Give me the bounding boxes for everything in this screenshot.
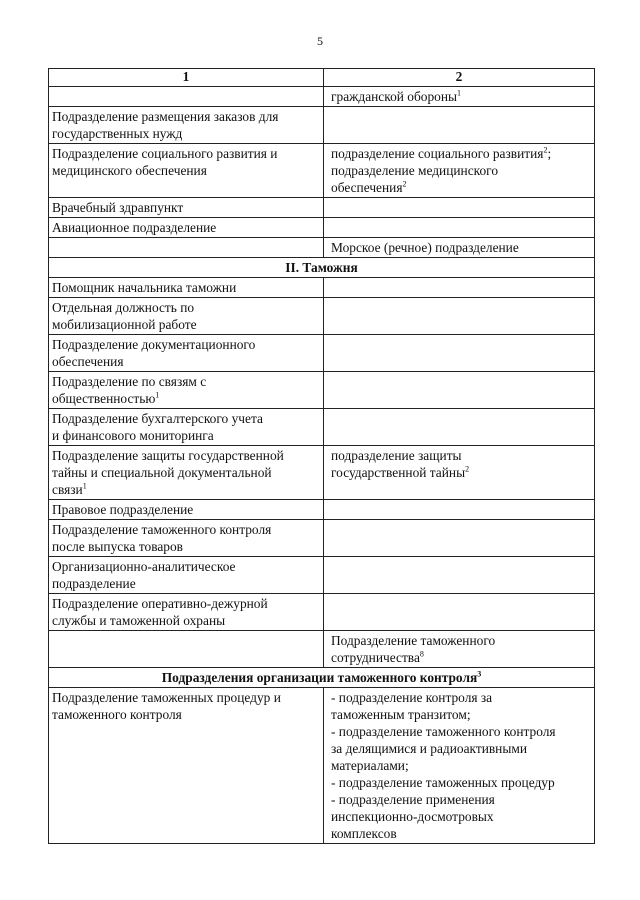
cell-subunit bbox=[324, 218, 595, 238]
cell-text: Организационно-аналитическое bbox=[52, 559, 236, 574]
cell-line bbox=[52, 373, 320, 390]
footnote-mark: 3 bbox=[477, 669, 482, 679]
table-row bbox=[49, 446, 595, 500]
cell-line bbox=[52, 219, 320, 236]
cell-text: государственной тайны bbox=[331, 465, 466, 480]
cell-subunit bbox=[324, 631, 595, 668]
table-row bbox=[49, 198, 595, 218]
cell-text: Подразделение таможенного bbox=[331, 633, 496, 648]
cell-line bbox=[331, 706, 591, 723]
cell-subunit bbox=[324, 144, 595, 198]
cell-unit bbox=[49, 594, 324, 631]
cell-unit bbox=[49, 520, 324, 557]
cell-unit bbox=[49, 409, 324, 446]
cell-unit bbox=[49, 688, 324, 844]
cell-unit bbox=[49, 238, 324, 258]
cell-line bbox=[331, 447, 591, 464]
cell-text: - подразделение таможенных процедур bbox=[331, 775, 555, 790]
cell-unit bbox=[49, 278, 324, 298]
cell-line bbox=[52, 427, 320, 444]
cell-text: Подразделение таможенных процедур и bbox=[52, 690, 281, 705]
cell-text: материалами; bbox=[331, 758, 409, 773]
cell-subunit bbox=[324, 520, 595, 557]
table-row bbox=[49, 409, 595, 446]
cell-unit bbox=[49, 335, 324, 372]
cell-line bbox=[331, 632, 591, 649]
cell-line bbox=[331, 740, 591, 757]
cell-text: подразделение медицинского bbox=[331, 163, 499, 178]
cell-text: Авиационное подразделение bbox=[52, 220, 217, 235]
cell-text: медицинского обеспечения bbox=[52, 163, 207, 178]
structure-table bbox=[48, 68, 595, 844]
cell-line bbox=[331, 649, 591, 666]
section-heading-row bbox=[49, 668, 595, 688]
cell-line bbox=[52, 336, 320, 353]
cell-text: - подразделение таможенного контроля bbox=[331, 724, 556, 739]
cell-text: и финансового мониторинга bbox=[52, 428, 214, 443]
cell-text: подразделение защиты bbox=[331, 448, 462, 463]
cell-unit bbox=[49, 198, 324, 218]
cell-text: Врачебный здравпункт bbox=[52, 200, 184, 215]
cell-unit bbox=[49, 631, 324, 668]
cell-text: гражданской обороны bbox=[331, 89, 458, 104]
cell-unit bbox=[49, 372, 324, 409]
cell-text: подразделение социального развития bbox=[331, 146, 544, 161]
cell-text: подразделение bbox=[52, 576, 136, 591]
page-number: 5 bbox=[317, 34, 323, 48]
cell-unit bbox=[49, 446, 324, 500]
cell-text: государственных нужд bbox=[52, 126, 183, 141]
cell-line bbox=[52, 316, 320, 333]
cell-line bbox=[331, 145, 591, 162]
table-row bbox=[49, 278, 595, 298]
cell-subunit bbox=[324, 409, 595, 446]
cell-line bbox=[52, 108, 320, 125]
table-section-top bbox=[49, 87, 595, 258]
cell-subunit bbox=[324, 238, 595, 258]
cell-text: инспекционно-досмотровых bbox=[331, 809, 494, 824]
cell-line bbox=[52, 162, 320, 179]
cell-text: Подразделение защиты государственной bbox=[52, 448, 284, 463]
cell-line bbox=[52, 575, 320, 592]
column-header: 2 bbox=[324, 69, 595, 87]
cell-text: после выпуска товаров bbox=[52, 539, 184, 554]
cell-line bbox=[52, 706, 320, 723]
cell-text: Отдельная должность по bbox=[52, 300, 195, 315]
table-row bbox=[49, 631, 595, 668]
cell-text: Подразделение по связям с bbox=[52, 374, 207, 389]
cell-subunit bbox=[324, 107, 595, 144]
cell-subunit bbox=[324, 557, 595, 594]
cell-unit bbox=[49, 298, 324, 335]
cell-text: обеспечения bbox=[52, 354, 124, 369]
cell-unit bbox=[49, 500, 324, 520]
footnote-mark: 2 bbox=[402, 179, 407, 189]
cell-text: за делящимися и радиоактивными bbox=[331, 741, 527, 756]
cell-line bbox=[52, 390, 320, 407]
table-row bbox=[49, 688, 595, 844]
cell-line bbox=[331, 689, 591, 706]
cell-text: - подразделение контроля за bbox=[331, 690, 493, 705]
cell-text: комплексов bbox=[331, 826, 397, 841]
cell-line bbox=[331, 808, 591, 825]
section-heading: II. Таможня bbox=[49, 258, 595, 278]
cell-line bbox=[331, 774, 591, 791]
cell-line bbox=[52, 279, 320, 296]
cell-text: Подразделение таможенного контроля bbox=[52, 522, 272, 537]
cell-subunit bbox=[324, 278, 595, 298]
cell-text: тайны и специальной документальной bbox=[52, 465, 272, 480]
cell-line bbox=[52, 501, 320, 518]
cell-text: обеспечения bbox=[331, 180, 403, 195]
cell-unit bbox=[49, 218, 324, 238]
cell-text: Правовое подразделение bbox=[52, 502, 194, 517]
table-row bbox=[49, 238, 595, 258]
cell-line bbox=[52, 521, 320, 538]
cell-subunit bbox=[324, 87, 595, 107]
cell-text: службы и таможенной охраны bbox=[52, 613, 226, 628]
column-header-row bbox=[49, 69, 595, 87]
table-section-control bbox=[49, 688, 595, 844]
footnote-mark: 2 bbox=[543, 145, 548, 155]
cell-line bbox=[52, 689, 320, 706]
cell-subunit bbox=[324, 335, 595, 372]
cell-subunit bbox=[324, 198, 595, 218]
cell-line bbox=[52, 481, 320, 498]
table-row bbox=[49, 594, 595, 631]
table-section-customs bbox=[49, 278, 595, 668]
cell-text: мобилизационной работе bbox=[52, 317, 197, 332]
table-section-heading-control bbox=[49, 668, 595, 688]
cell-line bbox=[331, 825, 591, 842]
cell-line bbox=[331, 88, 591, 105]
cell-subunit bbox=[324, 688, 595, 844]
section-heading-row bbox=[49, 258, 595, 278]
section-heading-text: Подразделения организации таможенного контроля bbox=[161, 670, 478, 685]
cell-line bbox=[331, 723, 591, 740]
cell-subunit bbox=[324, 372, 595, 409]
cell-line bbox=[52, 145, 320, 162]
cell-unit bbox=[49, 557, 324, 594]
cell-subunit bbox=[324, 594, 595, 631]
cell-text: связи bbox=[52, 482, 83, 497]
cell-line bbox=[331, 464, 591, 481]
cell-text: Подразделение документационного bbox=[52, 337, 256, 352]
cell-text: Подразделение социального развития и bbox=[52, 146, 278, 161]
table-row bbox=[49, 372, 595, 409]
footnote-mark: 1 bbox=[457, 88, 462, 98]
cell-line bbox=[331, 239, 591, 256]
cell-subunit bbox=[324, 298, 595, 335]
cell-line bbox=[331, 162, 591, 179]
table-row bbox=[49, 520, 595, 557]
table-section-heading-customs bbox=[49, 258, 595, 278]
cell-line bbox=[52, 538, 320, 555]
column-header: 1 bbox=[49, 69, 324, 87]
cell-subunit bbox=[324, 500, 595, 520]
table-row bbox=[49, 87, 595, 107]
cell-line bbox=[52, 558, 320, 575]
cell-line bbox=[52, 447, 320, 464]
section-heading bbox=[49, 668, 595, 688]
cell-line bbox=[331, 791, 591, 808]
footnote-mark: 1 bbox=[82, 481, 87, 491]
cell-text: - подразделение применения bbox=[331, 792, 495, 807]
cell-subunit bbox=[324, 446, 595, 500]
footnote-mark: 2 bbox=[465, 464, 470, 474]
cell-unit bbox=[49, 107, 324, 144]
cell-line bbox=[331, 757, 591, 774]
table-row bbox=[49, 144, 595, 198]
cell-line bbox=[52, 410, 320, 427]
cell-line bbox=[52, 125, 320, 142]
cell-unit bbox=[49, 144, 324, 198]
table-row bbox=[49, 557, 595, 594]
table-row bbox=[49, 107, 595, 144]
cell-line bbox=[52, 612, 320, 629]
cell-text: сотрудничества bbox=[331, 650, 420, 665]
footnote-mark: 1 bbox=[155, 390, 160, 400]
footnote-mark: 8 bbox=[419, 649, 424, 659]
punctuation: ; bbox=[547, 146, 552, 161]
cell-text: Подразделение размещения заказов для bbox=[52, 109, 279, 124]
cell-line bbox=[52, 595, 320, 612]
cell-text: таможенным транзитом; bbox=[331, 707, 471, 722]
table-row bbox=[49, 218, 595, 238]
cell-text: Морское (речное) подразделение bbox=[331, 240, 519, 255]
cell-text: Помощник начальника таможни bbox=[52, 280, 237, 295]
cell-line bbox=[52, 353, 320, 370]
cell-text: общественностью bbox=[52, 391, 156, 406]
cell-line bbox=[331, 179, 591, 196]
cell-text: Подразделение оперативно-дежурной bbox=[52, 596, 268, 611]
cell-line bbox=[52, 464, 320, 481]
cell-line bbox=[52, 299, 320, 316]
table-row bbox=[49, 500, 595, 520]
table-row bbox=[49, 298, 595, 335]
cell-text: Подразделение бухгалтерского учета bbox=[52, 411, 263, 426]
cell-line bbox=[52, 199, 320, 216]
table-row bbox=[49, 335, 595, 372]
cell-unit bbox=[49, 87, 324, 107]
cell-text: таможенного контроля bbox=[52, 707, 182, 722]
